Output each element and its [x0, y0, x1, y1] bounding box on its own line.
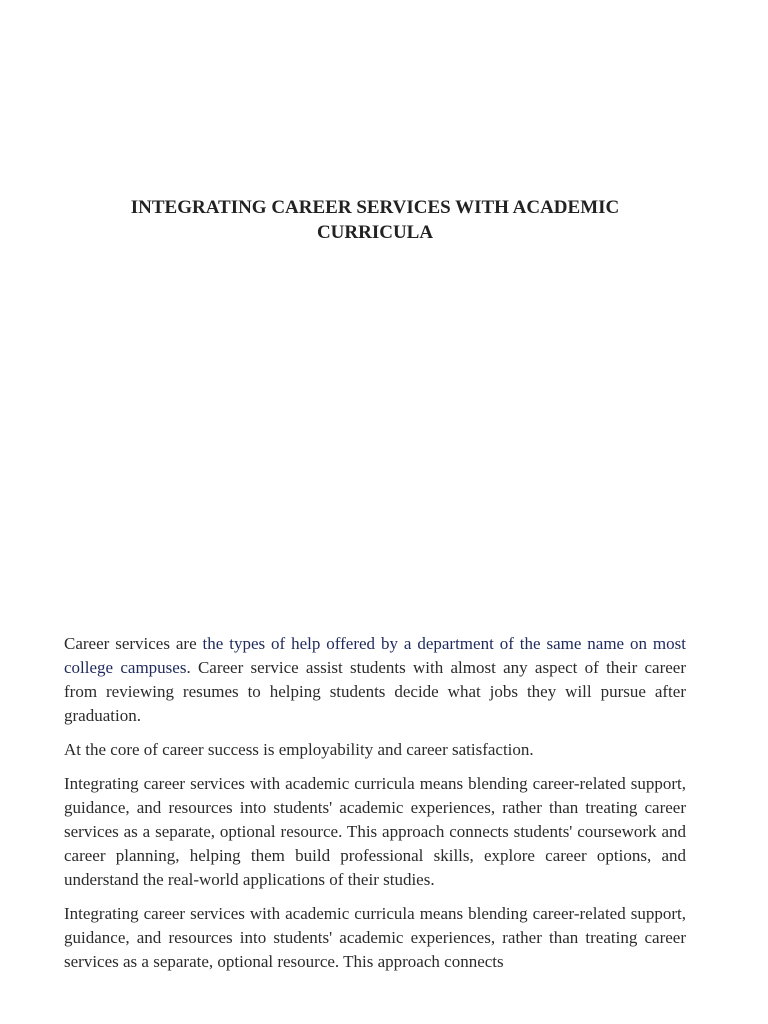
paragraph-integration-1: Integrating career services with academic curricula means blending career-related support, guidance, and resources into students' academic experiences, rather than treating career services as a separate, optional resource. This approach connects students' coursework and career planning, helping them build professional skills, explore career options, and understand the real-world applications of their studies. [64, 774, 686, 889]
career-services-link[interactable]: the types of help offered by a department of the same name on most college campuses [64, 634, 686, 677]
title-line-1: INTEGRATING CAREER SERVICES WITH ACADEMIC [130, 197, 620, 218]
paragraph-career-services [64, 632, 686, 728]
paragraph-lead-text: Career services are [64, 634, 203, 653]
paragraph-integration-2: Integrating career services with academic curricula means blending career-related support, guidance, and resources into students' academic experiences, rather than treating career services as a separate, optional resource. This approach connects [64, 904, 686, 971]
document-title [64, 195, 686, 245]
paragraph-rest-text: . Career service assist students with almost any aspect of their career from reviewing resumes to helping students decide what jobs they will pursue after graduation. [64, 658, 686, 725]
document-body [64, 632, 686, 984]
title-line-2: CURRICULA [316, 222, 434, 243]
paragraph-core-success: At the core of career success is employability and career satisfaction. [64, 740, 534, 759]
